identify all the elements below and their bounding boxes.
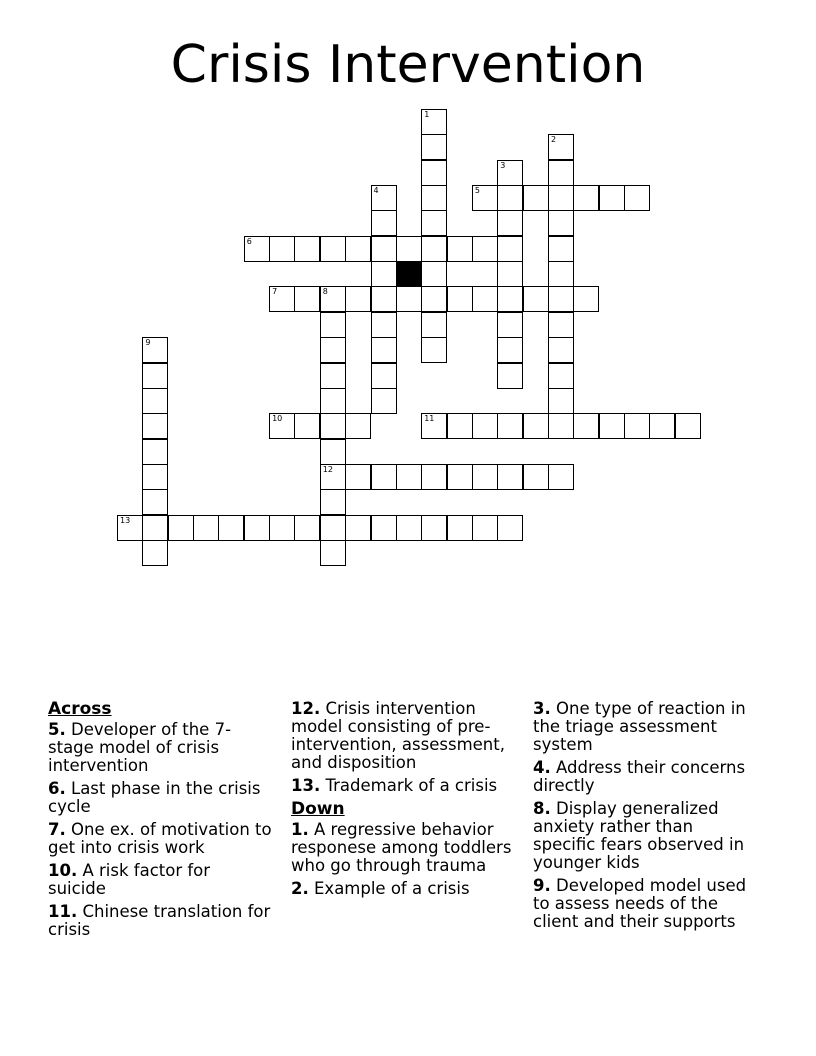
grid-cell[interactable] [573,413,599,439]
grid-cell[interactable] [421,464,447,490]
grid-cell[interactable] [294,286,320,312]
grid-cell[interactable] [320,337,346,363]
grid-cell[interactable] [675,413,701,439]
grid-cell[interactable] [320,312,346,338]
grid-cell[interactable] [421,337,447,363]
grid-cell[interactable] [244,515,270,541]
grid-cell[interactable] [624,185,650,211]
grid-cell[interactable] [396,464,422,490]
grid-cell[interactable] [421,261,447,287]
grid-cell[interactable] [345,236,371,262]
grid-cell[interactable] [497,515,523,541]
grid-cell[interactable] [320,388,346,414]
grid-cell[interactable] [320,236,346,262]
grid-cell[interactable] [472,185,498,211]
grid-cell[interactable] [142,337,168,363]
grid-cell[interactable] [269,236,295,262]
grid-cell[interactable] [396,236,422,262]
grid-cell[interactable] [548,363,574,389]
grid-cell[interactable] [421,312,447,338]
clue-number: 8 [322,287,328,297]
grid-cell[interactable] [548,312,574,338]
grid-cell[interactable] [497,160,523,186]
grid-cell[interactable] [421,160,447,186]
grid-cell[interactable] [320,540,346,566]
grid-cell[interactable] [548,134,574,160]
grid-cell[interactable] [548,286,574,312]
grid-cell[interactable] [548,464,574,490]
grid-cell[interactable] [269,286,295,312]
clues-column-1 [48,700,273,944]
grid-cell[interactable] [421,185,447,211]
grid-cell[interactable] [320,489,346,515]
grid-cell[interactable] [371,464,397,490]
grid-cell[interactable] [472,413,498,439]
grid-cell[interactable] [294,515,320,541]
clue-number: 6 [246,236,252,246]
clue-across-6: 6. Last phase in the crisis cycle [48,779,261,816]
grid-cell[interactable] [142,363,168,389]
grid-cell[interactable] [548,261,574,287]
grid-cell[interactable] [244,236,270,262]
grid-cell[interactable] [320,413,346,439]
grid-cell[interactable] [371,337,397,363]
clue-number: 10 [272,414,283,424]
grid-cell[interactable] [421,413,447,439]
grid-block-cell [396,261,422,287]
grid-cell[interactable] [142,464,168,490]
grid-cell[interactable] [371,261,397,287]
grid-cell[interactable] [294,413,320,439]
grid-cell[interactable] [421,286,447,312]
grid-cell[interactable] [472,236,498,262]
grid-cell[interactable] [472,286,498,312]
clue-down-3: 3. One type of reaction in the triage assessment system [533,699,746,754]
grid-cell[interactable] [497,312,523,338]
grid-cell[interactable] [447,413,473,439]
grid-cell[interactable] [396,286,422,312]
grid-cell[interactable] [497,464,523,490]
grid-cell[interactable] [624,413,650,439]
grid-cell[interactable] [421,236,447,262]
grid-cell[interactable] [497,337,523,363]
clue-number: 12 [322,464,333,474]
grid-cell[interactable] [573,286,599,312]
grid-cell[interactable] [472,515,498,541]
grid-cell[interactable] [396,515,422,541]
clue-down-2: 2. Example of a crisis [291,879,470,898]
grid-cell[interactable] [117,515,143,541]
grid-cell[interactable] [142,489,168,515]
grid-cell[interactable] [523,413,549,439]
clue-across-10: 10. A risk factor for suicide [48,861,211,898]
clue-across-7: 7. One ex. of motivation to get into crisis work [48,820,272,857]
grid-cell[interactable] [193,515,219,541]
grid-cell[interactable] [447,515,473,541]
clue-across-12: 12. Crisis intervention model consisting of pre-intervention, assessment, and disposition [291,699,505,772]
grid-cell[interactable] [421,134,447,160]
grid-cell[interactable] [142,439,168,465]
clue-number: 13 [120,515,131,525]
clue-across-5: 5. Developer of the 7-stage model of crisis intervention [48,720,232,775]
grid-cell[interactable] [320,363,346,389]
grid-cell[interactable] [472,464,498,490]
grid-cell[interactable] [320,286,346,312]
clue-number: 7 [272,287,278,297]
clue-down-1: 1. A regressive behavior responese among toddlers who go through trauma [291,820,512,875]
clue-number: 3 [500,160,506,170]
grid-cell[interactable] [599,185,625,211]
grid-cell[interactable] [523,185,549,211]
grid-cell[interactable] [497,413,523,439]
grid-cell[interactable] [168,515,194,541]
clue-down-4: 4. Address their concerns directly [533,758,746,795]
clue-number: 4 [373,186,379,196]
grid-cell[interactable] [371,312,397,338]
grid-cell[interactable] [269,515,295,541]
clue-number: 11 [424,414,435,424]
grid-cell[interactable] [371,286,397,312]
grid-cell[interactable] [523,286,549,312]
grid-cell[interactable] [421,109,447,135]
grid-cell[interactable] [548,388,574,414]
grid-cell[interactable] [371,185,397,211]
grid-cell[interactable] [497,261,523,287]
clue-number: 5 [474,186,480,196]
grid-cell[interactable] [142,388,168,414]
grid-cell[interactable] [447,236,473,262]
clue-down-8: 8. Display generalized anxiety rather than specific fears observed in younger kids [533,799,745,872]
grid-cell[interactable] [345,413,371,439]
grid-cell[interactable] [371,388,397,414]
grid-cell[interactable] [497,236,523,262]
grid-cell[interactable] [599,413,625,439]
grid-cell[interactable] [497,185,523,211]
grid-cell[interactable] [371,236,397,262]
grid-cell[interactable] [548,160,574,186]
clues-column-2 [291,700,516,903]
grid-cell[interactable] [269,413,295,439]
grid-cell[interactable] [345,515,371,541]
grid-cell[interactable] [421,210,447,236]
grid-cell[interactable] [573,185,599,211]
clue-across-11: 11. Chinese translation for crisis [48,902,271,939]
grid-cell[interactable] [649,413,675,439]
grid-cell[interactable] [142,413,168,439]
grid-cell[interactable] [320,515,346,541]
grid-cell[interactable] [548,413,574,439]
puzzle-title: Crisis Intervention [170,35,646,95]
grid-cell[interactable] [345,464,371,490]
grid-cell[interactable] [371,515,397,541]
grid-cell[interactable] [548,236,574,262]
clue-number: 9 [145,338,151,348]
grid-cell[interactable] [497,210,523,236]
grid-cell[interactable] [497,363,523,389]
clue-number: 2 [550,135,557,145]
grid-cell[interactable] [294,236,320,262]
grid-cell[interactable] [142,515,168,541]
grid-cell[interactable] [447,464,473,490]
grid-cell[interactable] [142,540,168,566]
grid-cell[interactable] [371,363,397,389]
grid-cell[interactable] [497,286,523,312]
grid-cell[interactable] [447,286,473,312]
across-heading: Across [48,699,112,719]
grid-cell[interactable] [320,464,346,490]
clue-across-13: 13. Trademark of a crisis [291,776,498,795]
grid-cell[interactable] [548,185,574,211]
grid-cell[interactable] [548,210,574,236]
down-heading: Down [291,799,345,819]
grid-cell[interactable] [523,464,549,490]
grid-cell[interactable] [320,439,346,465]
grid-cell[interactable] [345,286,371,312]
clue-number: 1 [424,110,430,119]
grid-cell[interactable] [421,515,447,541]
grid-cell[interactable] [218,515,244,541]
clues-column-3 [533,700,758,936]
clue-down-9: 9. Developed model used to assess needs of the client and their supports [533,876,747,931]
grid-cell[interactable] [371,210,397,236]
grid-cell[interactable] [548,337,574,363]
